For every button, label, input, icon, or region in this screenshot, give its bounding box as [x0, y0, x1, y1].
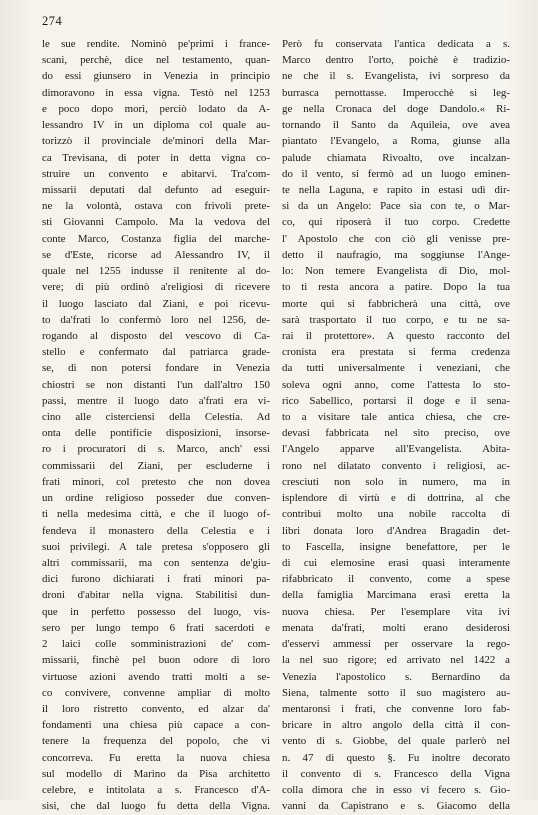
text-line: do essi giunsero in Venezia in principio: [42, 70, 270, 83]
text-line: missarii, finchè pel buon odore di loro: [42, 654, 270, 667]
text-line: sero per lungo tempo 6 frati sacerdoti e: [42, 621, 270, 634]
text-line: cronista era prestata si ferma credenza: [282, 346, 510, 359]
text-line: dici furono dichiarati i frati minori pa-: [42, 573, 270, 586]
text-line: lo: Non temere Evangelista di Dio, mol-: [282, 265, 510, 278]
text-line: droni d'abitar nella vigna. Stabilitisi dun-: [42, 589, 270, 602]
text-line: virtuose azioni avendo tratti molti a se-: [42, 670, 270, 683]
text-line: palude chiamata Rivoalto, ove incalzan-: [282, 151, 510, 164]
text-line: ne che il s. Evangelista, ivi sorpreso da: [282, 70, 510, 83]
text-line: Venezia l'apostolico s. Bernardino da: [282, 670, 510, 683]
text-line: tenere la frequenza del popolo, che vi: [42, 735, 270, 748]
text-line: piantato l'Evangelo, a Roma, giunse alla: [282, 135, 510, 148]
text-line: to ti resta ancora a patire. Dopo la tua: [282, 281, 510, 294]
page-number: 274: [42, 14, 63, 28]
text-line: d'esservi ammessi per osservare la rego-: [282, 638, 510, 651]
text-line: ca Trevisana, di poter in detta vigna co-: [42, 151, 270, 164]
text-line: e poco dopo morì, perciò lodato da A-: [42, 102, 270, 115]
text-line: se d'Este, ricorse ad Alessandro IV, il: [42, 248, 270, 261]
text-line: soleva ogni anno, come l'attesta lo sto-: [282, 378, 510, 391]
text-line: isplendore di virtù e di dottrina, al che: [282, 492, 510, 505]
text-line: concorreva. Fu eretta la nuova chiesa: [42, 751, 270, 764]
text-line: libri donata loro d'Andrea Bragadin det-: [282, 524, 510, 537]
text-line: l'Angelo apparve all'Evangelista. Abita-: [282, 443, 510, 456]
text-line: si da un Angelo: Pace sia con te, o Mar-: [282, 200, 510, 213]
text-line: se, di non potersi fondare in Venezia: [42, 362, 270, 375]
text-line: stello e confermato dal patriarca grade-: [42, 346, 270, 359]
text-line: missarii deputati dal defunto ad eseguir-: [42, 183, 270, 196]
text-line: scani, perchè, dice nel testamento, quan-: [42, 54, 270, 67]
text-line: que in perfetto possesso del luogo, vis-: [42, 605, 270, 618]
text-line: da tutti universalmente i veneziani, che: [282, 362, 510, 375]
text-line: cresciuti non solo in numero, ma in: [282, 475, 510, 488]
text-line: passi, mentre il luogo dato a'frati era vi-: [42, 394, 270, 407]
left-column: [42, 36, 270, 813]
text-line: detto il naufragio, ma soggiunse l'Ange-: [282, 248, 510, 261]
text-line: della famiglia Marcimana erasi eretta la: [282, 589, 510, 602]
text-line: rifabbricato il convento, come a spese: [282, 573, 510, 586]
text-line: devasi fabbricata nel sito preciso, ove: [282, 427, 510, 440]
text-line: rono nel dilatato convento i religiosi, ac-: [282, 459, 510, 472]
text-line: rai il protettore». A questo racconto del: [282, 329, 510, 342]
text-line: to Fascella, insigne benefattore, per le: [282, 540, 510, 553]
text-line: sarà trasportato il tuo corpo, e tu ne sa-: [282, 313, 510, 326]
text-line: onta delle pontificie disposizioni, insorse-: [42, 427, 270, 440]
text-line: conte Marco, Costanza figlia del marche-: [42, 232, 270, 245]
text-line: do il vento, si fermò ad un luogo eminen-: [282, 167, 510, 180]
text-line: la nel suo rigore; ed arrivato nel 1422 a: [282, 654, 510, 667]
text-line: 2 laici colle somministrazioni de' com-: [42, 638, 270, 651]
text-line: cino alle cisterciensi della Celestia. Ad: [42, 411, 270, 424]
text-line: le sue rendite. Nominò pe'primi i france-: [42, 38, 270, 50]
text-line: ne la volontà, ostava con frivoli prete-: [42, 200, 270, 213]
text-line: lessandro IV in un diploma col quale au-: [42, 119, 270, 132]
text-line: quale nel 1255 indusse il renitente al do-: [42, 265, 270, 278]
text-line: il loro ristretto convento, ed alzar da': [42, 702, 270, 715]
text-line: fondamenti una chiesa più capace a con-: [42, 719, 270, 732]
text-line: ti nella medesima città, e che il luogo of-: [42, 508, 270, 521]
text-line: n. 47 di questo §. Fu inoltre decorato: [282, 751, 510, 764]
text-line: sti Giovanni Campolo. Ma la vedova del: [42, 216, 270, 229]
text-line: Marco dentro l'orto, poichè è tradizio-: [282, 54, 510, 67]
text-line: suoi privilegi. A tale pretesa s'opposero gli: [42, 540, 270, 553]
text-line: struire un convento e abitarvi. Tra'com-: [42, 167, 270, 180]
text-line: mentaronsi i frati, che convenne loro fab-: [282, 702, 510, 715]
text-line: vento di s. Giobbe, del quale parlerò nel: [282, 735, 510, 748]
text-line: burrasca pernottasse. Imperocchè si leg-: [282, 86, 510, 99]
text-line: sul modello di Marino da Pisa architetto: [42, 767, 270, 780]
text-line: torizzò il provinciale de'minori della Mar-: [42, 135, 270, 148]
text-line: menata da'frati, molti erano desiderosi: [282, 621, 510, 634]
text-line: il convento di s. Francesco della Vigna: [282, 767, 510, 780]
text-line: to a visitare tale antica chiesa, che cre-: [282, 411, 510, 424]
text-line: te nella Laguna, e rapito in estasi udì dir-: [282, 183, 510, 196]
text-columns: [42, 36, 510, 813]
text-line: co convivere, convenne ampliar di molto: [42, 686, 270, 699]
text-line: vere; di più ordinò a'religiosi di ricevere: [42, 281, 270, 294]
text-line: ro i procuratori di s. Marco, anch' essi: [42, 443, 270, 456]
text-line: celebre, e intitolata a s. Francesco d'A-: [42, 784, 270, 797]
text-line: fendeva il monastero della Celestia e i: [42, 524, 270, 537]
text-line: ge nella Cronaca del doge Dandolo.« Ri-: [282, 102, 510, 115]
text-line: commissarii del Ziani, per escluderne i: [42, 459, 270, 472]
text-line: dimoravono in essa vigna. Testò nel 1253: [42, 86, 270, 99]
text-line: vanni da Capistrano e s. Giacomo della: [282, 800, 510, 813]
text-line: nuova chiesa. Per l'esemplare vita ivi: [282, 605, 510, 618]
text-line: colla dimora che in esso vi fecero s. Gio-: [282, 784, 510, 797]
text-line: bricare in altro angolo della città il con-: [282, 719, 510, 732]
text-line: altri commissarii, ma con sentenza de'giu-: [42, 557, 270, 569]
text-line: contribuì molto una nobile raccolta di: [282, 508, 510, 521]
text-line: co, qui riposerà il tuo corpo. Credette: [282, 216, 510, 229]
text-line: chiostri se non distanti l'un dall'altro 150: [42, 378, 270, 391]
text-line: Però fu conservata l'antica dedicata a s.: [282, 38, 510, 50]
right-column: [282, 36, 510, 813]
text-line: to da'frati lo confermò loro nel 1256, de-: [42, 313, 270, 326]
text-line: di cui elemosine erasi quasi interamente: [282, 557, 510, 569]
text-line: morte qui si fabbricherà una città, ove: [282, 297, 510, 310]
text-line: un ordine religioso posseder due conven-: [42, 492, 270, 505]
text-line: frati minori, col pretesto che non dovea: [42, 475, 270, 488]
text-line: sisi, che dal luogo fu detta della Vigna.: [42, 800, 270, 813]
text-line: il luogo lasciato dal Ziani, e poi ricevu-: [42, 297, 270, 310]
text-line: tornando il Santo da Aquileia, ove avea: [282, 119, 510, 132]
text-line: Siena, talmente sotto il suo magistero au-: [282, 686, 510, 699]
text-line: rogando al disposto del vescovo di Ca-: [42, 329, 270, 342]
text-line: rico Sabellico, portarsi il doge e il sena-: [282, 394, 510, 407]
text-line: l' Apostolo che con ciò gli venisse pre-: [282, 232, 510, 245]
